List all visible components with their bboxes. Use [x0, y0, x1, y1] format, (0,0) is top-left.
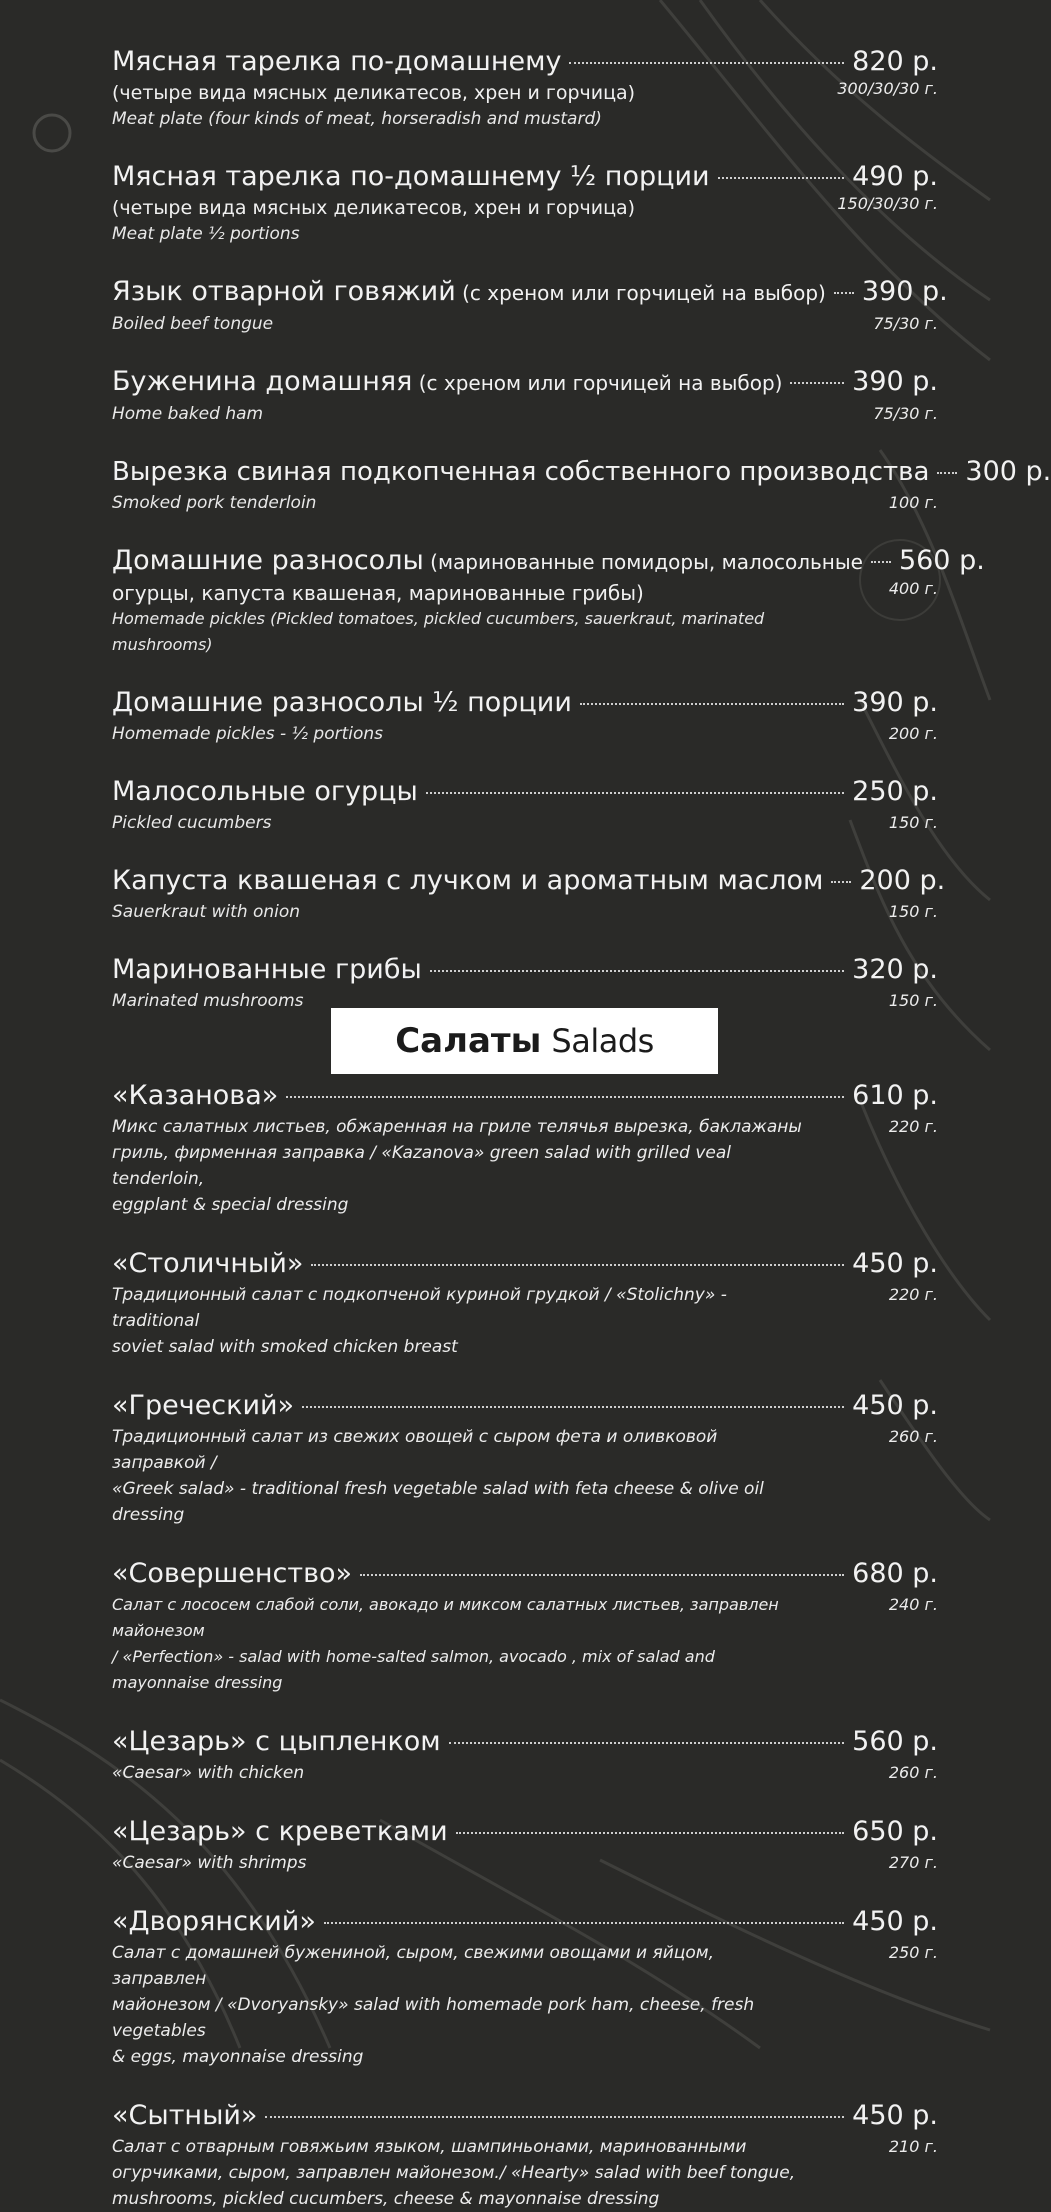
- salad-item: [112, 2098, 938, 2212]
- menu-item: [112, 364, 938, 427]
- salad-weight: 260 г.: [888, 1427, 938, 1446]
- salad-name: «Дворянский»: [112, 1906, 316, 1937]
- item-description-en: Meat plate (four kinds of meat, horseradish and mustard): [112, 109, 602, 129]
- salads-heading-en: Salads: [551, 1022, 654, 1060]
- salad-item: [112, 1388, 938, 1528]
- salad-price: 450 р.: [852, 2100, 938, 2131]
- leader-dots: [360, 1574, 844, 1576]
- item-price: 300 р.: [965, 456, 1051, 487]
- item-note: (маринованные помидоры, малосольные: [423, 550, 863, 574]
- salad-price: 450 р.: [852, 1248, 938, 1279]
- menu-content: [112, 44, 1051, 1014]
- salad-name: «Столичный»: [112, 1248, 304, 1279]
- leader-dots: [311, 1264, 844, 1266]
- salad-price: 450 р.: [852, 1390, 938, 1421]
- salad-name: «Цезарь» с цыпленком: [112, 1726, 441, 1757]
- salad-weight: 210 г.: [888, 2137, 938, 2156]
- menu-item: [112, 159, 938, 247]
- salad-weight: 220 г.: [888, 1117, 938, 1136]
- leader-dots: [790, 382, 844, 384]
- salad-description-line: Салат с отварным говяжьим языком, шампиньонами, маринованными: [112, 2137, 747, 2157]
- item-description-en: Pickled cucumbers: [112, 813, 272, 833]
- item-description-en: Home baked ham: [112, 404, 264, 424]
- item-description-en: Boiled beef tongue: [112, 314, 274, 334]
- salad-description-line: Салат с домашней бужениной, сыром, свежими овощами и яйцом, заправлен: [112, 1943, 714, 1989]
- salad-item: [112, 1814, 938, 1876]
- salad-item: [112, 1904, 938, 2070]
- item-description-en: Homemade pickles - ½ portions: [112, 724, 384, 744]
- leader-dots: [324, 1922, 844, 1924]
- item-description-ru: (четыре вида мясных деликатесов, хрен и горчица): [112, 197, 636, 219]
- salads-section: [112, 1078, 938, 2212]
- leader-dots: [265, 2116, 844, 2118]
- item-description-en: Smoked pork tenderloin: [112, 493, 317, 513]
- salad-description-line: & eggs, mayonnaise dressing: [112, 2047, 364, 2067]
- salad-weight: 260 г.: [888, 1763, 938, 1782]
- item-weight: 75/30 г.: [873, 404, 938, 423]
- item-price: 560 р.: [898, 545, 985, 576]
- salad-description-line: Микс салатных листьев, обжаренная на гриле телячья вырезка, баклажаны: [112, 1117, 802, 1137]
- menu-item: [112, 454, 1051, 516]
- item-description-en: Homemade pickles (Pickled tomatoes, pickled cucumbers, sauerkraut, marinated mushrooms): [112, 609, 765, 654]
- leader-dots: [456, 1832, 845, 1834]
- salad-description-line: Салат с лососем слабой соли, авокадо и миксом салатных листьев, заправлен майонезом: [112, 1595, 779, 1640]
- leader-dots: [937, 472, 957, 474]
- leader-dots: [834, 292, 854, 294]
- salad-description-line: «Greek salad» - traditional fresh vegetable salad with feta cheese & olive oil dressing: [112, 1479, 764, 1525]
- menu-item: [112, 543, 985, 658]
- salad-item: [112, 1724, 938, 1786]
- item-weight: 150/30/30 г.: [837, 194, 938, 213]
- salad-weight: 250 г.: [888, 1943, 938, 1962]
- salad-description-line: soviet salad with smoked chicken breast: [112, 1337, 458, 1357]
- leader-dots: [449, 1742, 845, 1744]
- item-name: Домашние разносолы (маринованные помидоры, малосольные: [112, 545, 863, 576]
- item-weight: 75/30 г.: [873, 314, 938, 333]
- salad-description-line: Традиционный салат из свежих овощей с сыром фета и оливковой заправкой /: [112, 1427, 718, 1473]
- salad-weight: 240 г.: [888, 1595, 938, 1614]
- salad-name: «Казанова»: [112, 1080, 279, 1111]
- salad-name: «Греческий»: [112, 1390, 295, 1421]
- item-name: Мясная тарелка по-домашнему ½ порции: [112, 161, 710, 192]
- item-weight: 150 г.: [888, 813, 938, 832]
- item-price: 490 р.: [852, 161, 938, 192]
- salad-price: 450 р.: [852, 1906, 938, 1937]
- salad-description-line: mushrooms, pickled cucumbers, cheese & mayonnaise dressing: [112, 2189, 660, 2209]
- item-weight: 150 г.: [888, 991, 938, 1010]
- leader-dots: [430, 970, 844, 972]
- salad-item: [112, 1246, 938, 1360]
- leader-dots: [426, 792, 844, 794]
- item-weight: 100 г.: [888, 493, 938, 512]
- salad-description-line: майонезом / «Dvoryansky» salad with homemade pork ham, cheese, fresh vegetables: [112, 1995, 755, 2041]
- item-description-en: Sauerkraut with onion: [112, 902, 301, 922]
- salad-item: [112, 1078, 938, 1218]
- item-description-ru: (четыре вида мясных деликатесов, хрен и горчица): [112, 82, 636, 104]
- leader-dots: [569, 62, 844, 64]
- salad-weight: 220 г.: [888, 1285, 938, 1304]
- item-description-ru: огурцы, капуста квашеная, маринованные грибы): [112, 581, 644, 605]
- salad-name: «Совершенство»: [112, 1558, 353, 1589]
- salad-description-line: огурчиками, сыром, заправлен майонезом./ «Hearty» salad with beef tongue,: [112, 2163, 796, 2183]
- item-description-en: Marinated mushrooms: [112, 991, 304, 1011]
- salad-name: «Сытный»: [112, 2100, 258, 2131]
- salad-price: 650 р.: [852, 1816, 938, 1847]
- item-name: Малосольные огурцы: [112, 776, 418, 807]
- item-price: 320 р.: [852, 954, 938, 985]
- salads-heading: [331, 1008, 718, 1074]
- item-price: 390 р.: [861, 276, 948, 307]
- item-name: Домашние разносолы ½ порции: [112, 687, 572, 718]
- salads-heading-ru: Салаты: [395, 1021, 542, 1061]
- item-weight: 300/30/30 г.: [837, 79, 938, 98]
- salad-weight: 270 г.: [888, 1853, 938, 1872]
- decor-circle-icon: [34, 115, 70, 151]
- item-weight: 200 г.: [888, 724, 938, 743]
- leader-dots: [718, 177, 845, 179]
- item-note: (с хреном или горчицей на выбор): [412, 371, 783, 395]
- menu-item: [112, 685, 938, 747]
- item-price: 390 р.: [852, 366, 938, 397]
- menu-item: [112, 952, 938, 1014]
- leader-dots: [580, 703, 844, 705]
- item-price: 820 р.: [852, 46, 938, 77]
- salad-name: «Цезарь» с креветками: [112, 1816, 448, 1847]
- item-name: Буженина домашняя (с хреном или горчицей на выбор): [112, 366, 783, 397]
- salad-price: 610 р.: [852, 1080, 938, 1111]
- menu-item: [112, 274, 948, 337]
- salad-item: [112, 1556, 938, 1696]
- menu-item: [112, 863, 946, 925]
- appetizers-section: [112, 44, 1051, 1014]
- salad-price: 560 р.: [852, 1726, 938, 1757]
- item-price: 390 р.: [852, 687, 938, 718]
- item-price: 250 р.: [852, 776, 938, 807]
- leader-dots: [302, 1406, 844, 1408]
- item-name: Капуста квашеная с лучком и ароматным маслом: [112, 865, 824, 896]
- salad-description-line: «Caesar» with chicken: [112, 1763, 305, 1783]
- salad-description-line: eggplant & special dressing: [112, 1195, 349, 1215]
- item-weight: 150 г.: [888, 902, 938, 921]
- item-name: Язык отварной говяжий (с хреном или горчицей на выбор): [112, 276, 826, 307]
- item-price: 200 р.: [859, 865, 946, 896]
- menu-item: [112, 774, 938, 836]
- salad-description-line: Традиционный салат с подкопченой куриной грудкой / «Stolichny» - traditional: [112, 1285, 727, 1331]
- item-description-en: Meat plate ½ portions: [112, 224, 300, 244]
- salad-description-line: / «Perfection» - salad with home-salted salmon, avocado , mix of salad and mayonnaise dressing: [112, 1647, 715, 1692]
- item-name: Вырезка свиная подкопченная собственного производства: [112, 457, 930, 487]
- item-note: (с хреном или горчицей на выбор): [455, 281, 826, 305]
- salad-description-line: «Caesar» with shrimps: [112, 1853, 307, 1873]
- salad-description-line: гриль, фирменная заправка / «Kazanova» green salad with grilled veal tenderloin,: [112, 1143, 731, 1189]
- leader-dots: [831, 881, 851, 883]
- item-name: Маринованные грибы: [112, 954, 422, 985]
- item-name: Мясная тарелка по-домашнему: [112, 46, 562, 77]
- leader-dots: [286, 1096, 844, 1098]
- salad-price: 680 р.: [852, 1558, 938, 1589]
- leader-dots: [871, 561, 891, 563]
- menu-item: [112, 44, 938, 132]
- item-weight: 400 г.: [888, 579, 938, 598]
